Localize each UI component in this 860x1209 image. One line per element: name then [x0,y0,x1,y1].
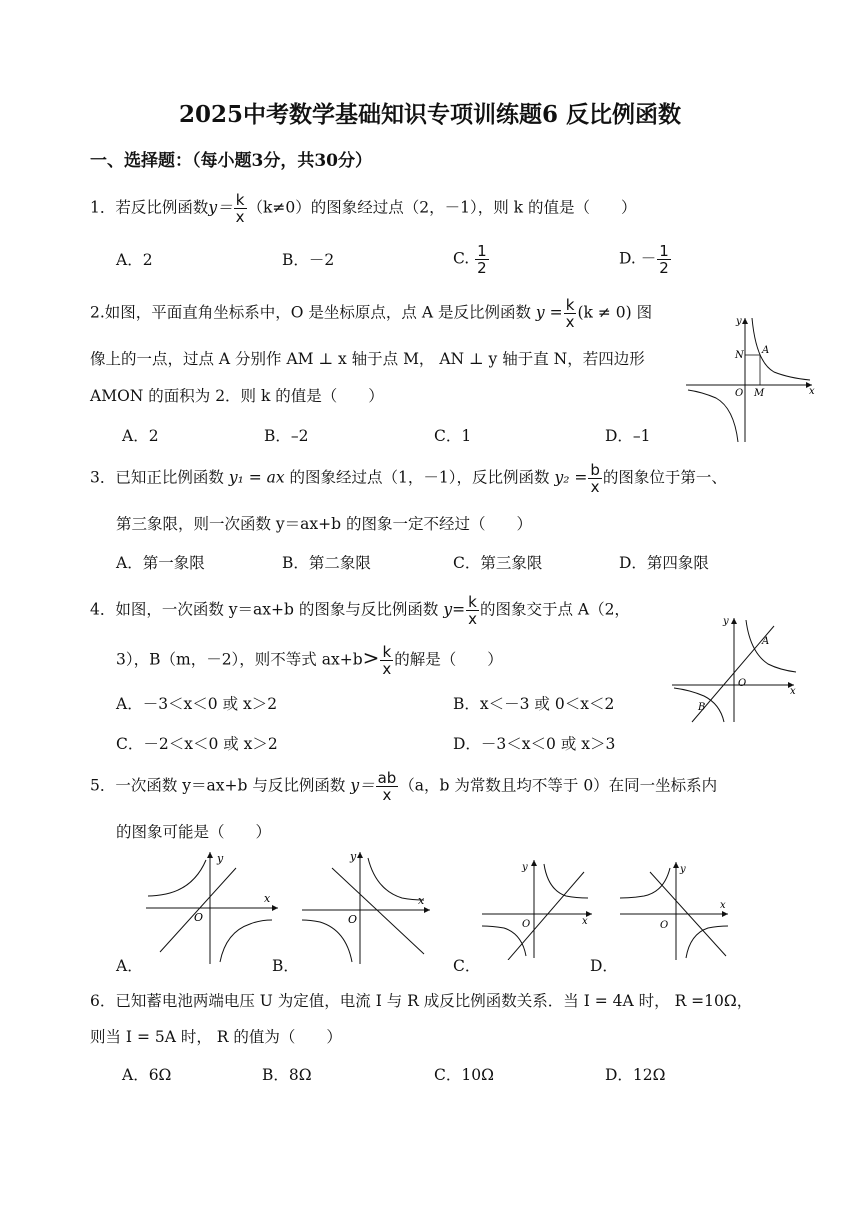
q1-text-a: 1．若反比例函数 [90,198,209,217]
q1-d-den: 2 [659,259,669,277]
q2-option-a[interactable]: A．2 [122,427,159,445]
q1-c-num: 1 [477,242,487,260]
q6-option-a[interactable]: A．6Ω [122,1066,172,1084]
q4-gt: > [362,645,380,670]
q1-d-num: 1 [659,242,669,260]
q5b-label-x: x [418,894,425,907]
q2-option-b[interactable]: B．–2 [264,427,309,445]
q5d-label-o: O [660,920,669,931]
q1-option-c-label: C. [453,249,470,268]
q2-fig-label-x: x [809,386,815,397]
q4-frac2-num: k [380,644,393,661]
q5-y-eq: y＝ [350,776,375,795]
q6-option-c[interactable]: C．10Ω [434,1066,494,1084]
q4-frac-num: k [466,594,479,611]
q5d-label-y: y [680,864,686,875]
q1-d-sign: － [640,249,657,268]
q5-option-b[interactable]: B． [272,957,299,975]
q4-fig-label-x: x [790,686,796,697]
q4-option-a[interactable]: A．－3＜x＜0 或 x＞2 [116,695,278,713]
q5a-label-o: O [194,911,204,924]
question-2-line-2: 像上的一点，过点 A 分别作 AM ⊥ x 轴于点 M， AN ⊥ y 轴于直 N，若四边形 [90,350,645,368]
q4-text-b: 的图象交于点 A（2， [479,600,630,619]
q1-option-c-fraction [475,243,489,276]
q5-text-b: （a，b 为常数且均不等于 0）在同一坐标系内 [399,776,718,795]
q1-y-eq: y＝ [208,198,233,217]
question-3-line-1 [90,462,727,495]
q2-y-eq: y = [535,303,563,322]
q5-text-a: 5．一次函数 y＝ax+b 与反比例函数 [90,776,346,795]
q1-c-den: 2 [477,259,487,277]
q4-text-a: 4．如图，一次函数 y＝ax+b 的图象与反比例函数 [90,600,439,619]
q2-fraction [564,297,577,330]
q3-fraction [588,462,602,495]
q5c-label-o: O [522,919,531,930]
q2-fig-label-m: M [754,388,765,399]
question-4-line-2 [116,644,503,677]
q2-text-a: 2.如图，平面直角坐标系中，O 是坐标原点，点 A 是反比例函数 [90,303,531,322]
question-5-line-2: 的图象可能是（ ） [116,823,272,841]
q5a-label-y: y [217,852,224,865]
q2-frac-den: x [565,313,575,331]
q5-option-c[interactable]: C． [453,957,481,975]
q2-fig-label-n: N [735,350,744,361]
q2-figure [684,312,820,444]
q5-figure-d[interactable] [616,858,734,962]
q5-frac-num: ab [377,769,397,787]
question-5-line-1 [90,770,717,803]
q5-option-d[interactable]: D． [590,957,618,975]
q1-fraction [234,192,247,225]
q5-figure-b[interactable] [298,848,436,966]
q4-text-c: 3），B（m，－2），则不等式 ax+b [116,650,363,669]
q4-fig-label-y: y [723,616,729,627]
question-6-line-1: 6．已知蓄电池两端电压 U 为定值，电流 I 与 R 成反比例函数关系．当 I = 4A 时， R =10Ω， [90,992,753,1010]
q1-text-b: （k≠0）的图象经过点（2，－1），则 k 的值是（ ） [247,198,637,217]
q4-frac-den: x [468,610,477,628]
q4-y-eq: y= [443,600,466,619]
q3-option-a[interactable]: A．第一象限 [116,554,205,572]
q3-text-e: 的图象位于第一、 [602,468,727,487]
q1-frac-num: k [234,192,247,209]
q1-option-d-fraction [657,243,671,276]
q5b-label-o: O [348,913,358,926]
question-2-line-1 [90,297,652,330]
q4-fig-label-a: A [762,636,770,647]
q3-text-a: 3．已知正比例函数 [90,468,224,487]
section-heading: 一、选择题：（每小题3分，共30分） [90,151,372,171]
q2-fig-label-a: A [762,345,770,356]
q4-option-d[interactable]: D．－3＜x＜0 或 x＞3 [453,735,616,753]
q6-option-b[interactable]: B．8Ω [262,1066,312,1084]
q4-text-d: 的解是（ ） [394,650,503,669]
q3-frac-num: b [590,461,600,479]
q5c-label-y: y [522,862,528,873]
q3-option-c[interactable]: C．第三象限 [453,554,543,572]
q4-fig-label-b: B [698,702,706,713]
q1-option-b[interactable]: B．－2 [282,251,335,269]
q5-option-a[interactable]: A． [116,957,143,975]
page-title: 2025中考数学基础知识专项训练题6 反比例函数 [178,101,682,128]
q1-option-a[interactable]: A．2 [116,251,153,269]
q2-option-d[interactable]: D．–1 [605,427,651,445]
q4-option-c[interactable]: C．－2＜x＜0 或 x＞2 [116,735,278,753]
q5b-label-y: y [350,850,357,863]
q4-fraction-2 [380,644,393,677]
q4-fraction [466,594,479,627]
q1-option-d-label: D. [619,249,636,268]
q5-frac-den: x [382,786,392,804]
question-1 [90,192,637,225]
q3-formula-1: y₁ = ax [228,468,285,487]
q4-fig-label-o: O [738,678,747,689]
q2-text-b: (k ≠ 0) 图 [577,303,653,322]
q2-fig-label-y: y [736,316,742,327]
question-3-line-2: 第三象限，则一次函数 y＝ax+b 的图象一定不经过（ ） [116,515,533,533]
q2-frac-num: k [564,297,577,314]
q4-figure [670,612,800,724]
q2-option-c[interactable]: C．1 [434,427,472,445]
q5d-label-x: x [720,900,726,911]
q1-frac-den: x [235,208,245,226]
q3-y2-eq: y₂ = [554,468,588,487]
q3-option-d[interactable]: D．第四象限 [619,554,709,572]
q6-option-d[interactable]: D．12Ω [605,1066,666,1084]
question-4-line-1 [90,594,630,627]
q5-figure-a[interactable] [142,848,282,966]
q2-fig-label-o: O [735,388,744,399]
q5-fraction [376,770,399,803]
q4-option-b[interactable]: B．x＜－3 或 0＜x＜2 [453,695,615,713]
q3-option-b[interactable]: B．第二象限 [282,554,371,572]
q1-option-d[interactable] [619,243,672,276]
q1-option-c[interactable] [453,243,490,276]
q5-figure-c[interactable] [478,856,598,960]
q5c-label-x: x [582,916,588,927]
q4-frac2-den: x [382,660,392,678]
question-6-line-2: 则当 I = 5A 时， R 的值为（ ） [90,1028,342,1046]
q3-text-c: 的图象经过点（1，－1），反比例函数 [289,468,550,487]
question-2-line-3: AMON 的面积为 2．则 k 的值是（ ） [90,387,384,405]
q5a-label-x: x [264,892,271,905]
q3-frac-den: x [590,478,600,496]
